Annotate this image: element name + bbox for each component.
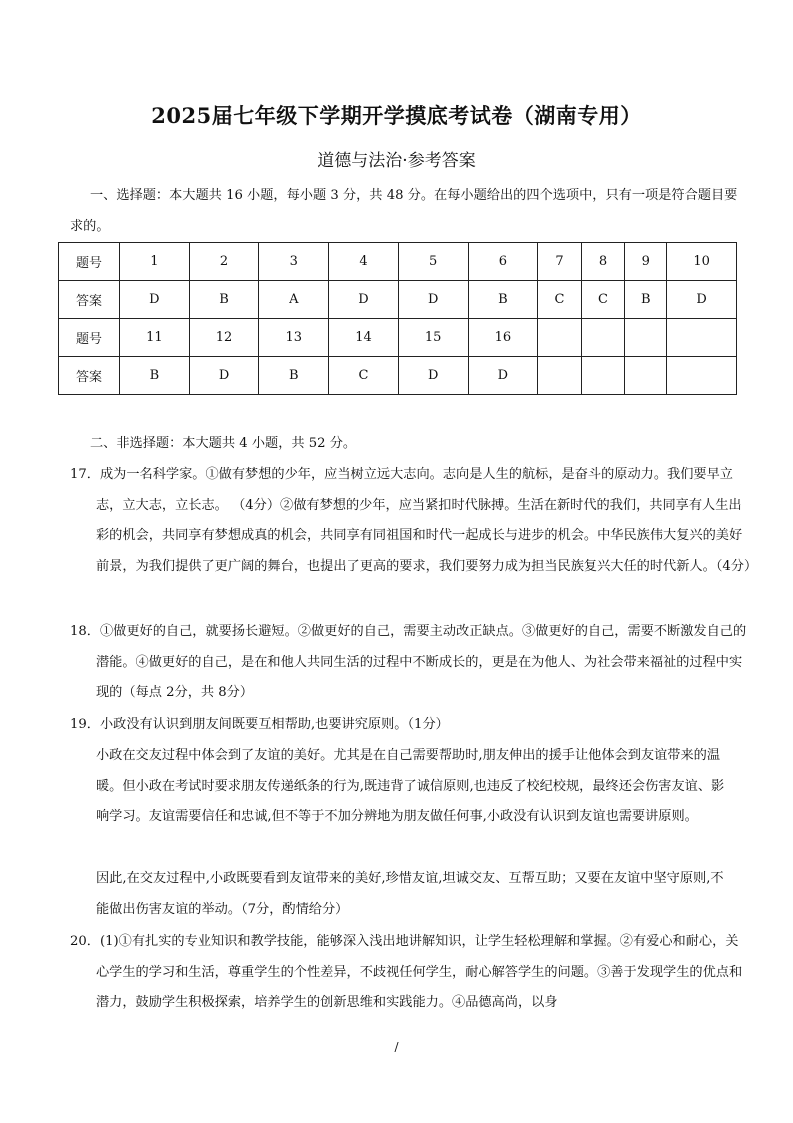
table-cell: 3 — [259, 243, 329, 281]
answer-19-conclusion: 因此,在交友过程中,小政既要看到友谊带来的美好,珍惜友谊,坦诚交友、互帮互助；又要在友谊中坚守原则,不能做出伤害友谊的举动。（7分，酌情给分） — [96, 871, 724, 917]
row-label-answer: 答案 — [59, 357, 120, 395]
table-cell: D — [398, 357, 468, 395]
answer-17: 17．成为一名科学家。①做有梦想的少年，应当树立远大志向。志向是人生的航标，是奋斗的原动力。我们要早立志，立大志，立长志。 （4分）②做有梦想的少年，应当紧扣时代脉搏。生活在新时代的我们，共同享有人生出彩的机会，共同享有梦想成真的机会，共同享有同祖国和时代一起成长与进步的机会。中华民族伟大复兴的美好前景，为我们提供了更广阔的舞台，也提出了更高的要求，我们要努力成为担当民族复兴大任的时代新人。（4分） — [70, 467, 758, 574]
table-cell: B — [259, 357, 329, 395]
table-cell: 4 — [329, 243, 399, 281]
table-row — [59, 243, 737, 281]
table-row — [59, 281, 737, 319]
row-label-answer: 答案 — [59, 281, 120, 319]
table-cell: 12 — [189, 319, 259, 357]
table-cell: B — [468, 281, 538, 319]
table-cell: 15 — [398, 319, 468, 357]
table-cell: D — [468, 357, 538, 395]
table-cell: 9 — [625, 243, 667, 281]
table-cell: A — [259, 281, 329, 319]
table-row — [59, 357, 737, 395]
table-cell: 6 — [468, 243, 538, 281]
table-cell — [625, 319, 667, 357]
section2-heading: 二、非选择题：本大题共 4 小题，共 52 分。 — [90, 436, 357, 451]
table-cell: 2 — [189, 243, 259, 281]
table-cell: D — [329, 281, 399, 319]
table-cell: C — [538, 281, 582, 319]
table-row — [59, 319, 737, 357]
table-cell — [538, 319, 582, 357]
table-cell — [538, 357, 582, 395]
table-cell: 8 — [581, 243, 625, 281]
table-cell: 7 — [538, 243, 582, 281]
table-cell — [581, 319, 625, 357]
answer-19-intro: 19．小政没有认识到朋友间既要互相帮助,也要讲究原则。（1分） — [70, 717, 449, 732]
table-cell — [667, 319, 737, 357]
table-cell: 14 — [329, 319, 399, 357]
table-cell — [581, 357, 625, 395]
table-cell: 16 — [468, 319, 538, 357]
answer-18: 18．①做更好的自己，就要扬长避短。②做更好的自己，需要主动改正缺点。③做更好的自己，需要不断激发自己的潜能。④做更好的自己，是在和他人共同生活的过程中不断成长的，更是在为他人、为社会带来福祉的过程中实现的（每点 2分，共 8分） — [70, 624, 747, 700]
table-cell: C — [329, 357, 399, 395]
answer-19-body: 小政在交友过程中体会到了友谊的美好。尤其是在自己需要帮助时,朋友伸出的援手让他体会到友谊带来的温暖。但小政在考试时要求朋友传递纸条的行为,既违背了诚信原则,也违反了校纪校规，最终还会伤害友谊、影响学习。友谊需要信任和忠诚,但不等于不加分辨地为朋友做任何事,小政没有认识到友谊也需要讲原则。 — [96, 748, 725, 824]
table-cell: B — [189, 281, 259, 319]
table-cell — [625, 357, 667, 395]
table-cell: B — [625, 281, 667, 319]
table-cell: 5 — [398, 243, 468, 281]
table-cell: D — [189, 357, 259, 395]
table-cell: D — [667, 281, 737, 319]
table-cell: 11 — [120, 319, 190, 357]
table-cell: 1 — [120, 243, 190, 281]
section1-heading: 一、选择题：本大题共 16 小题，每小题 3 分，共 48 分。在每小题给出的四个选项中，只有一项是符合题目要求的。 — [70, 188, 738, 234]
page-subtitle: 道德与法治·参考答案 — [317, 151, 476, 171]
page-title: 2025届七年级下学期开学摸底考试卷（湖南专用） — [151, 103, 642, 128]
table-cell: C — [581, 281, 625, 319]
table-cell: D — [398, 281, 468, 319]
table-cell: D — [120, 281, 190, 319]
table-cell — [667, 357, 737, 395]
table-cell: 10 — [667, 243, 737, 281]
answer-table — [58, 242, 737, 395]
table-cell: 13 — [259, 319, 329, 357]
row-label-question: 题号 — [59, 319, 120, 357]
row-label-question: 题号 — [59, 243, 120, 281]
answer-20: 20．(1)①有扎实的专业知识和教学技能，能够深入浅出地讲解知识，让学生轻松理解和掌握。②有爱心和耐心，关心学生的学习和生活，尊重学生的个性差异，不歧视任何学生，耐心解答学生的问题。③善于发现学生的优点和潜力，鼓励学生积极探索，培养学生的创新思维和实践能力。④品德高尚，以身 — [70, 934, 743, 1010]
table-cell: B — [120, 357, 190, 395]
page-number: / — [394, 1040, 399, 1054]
